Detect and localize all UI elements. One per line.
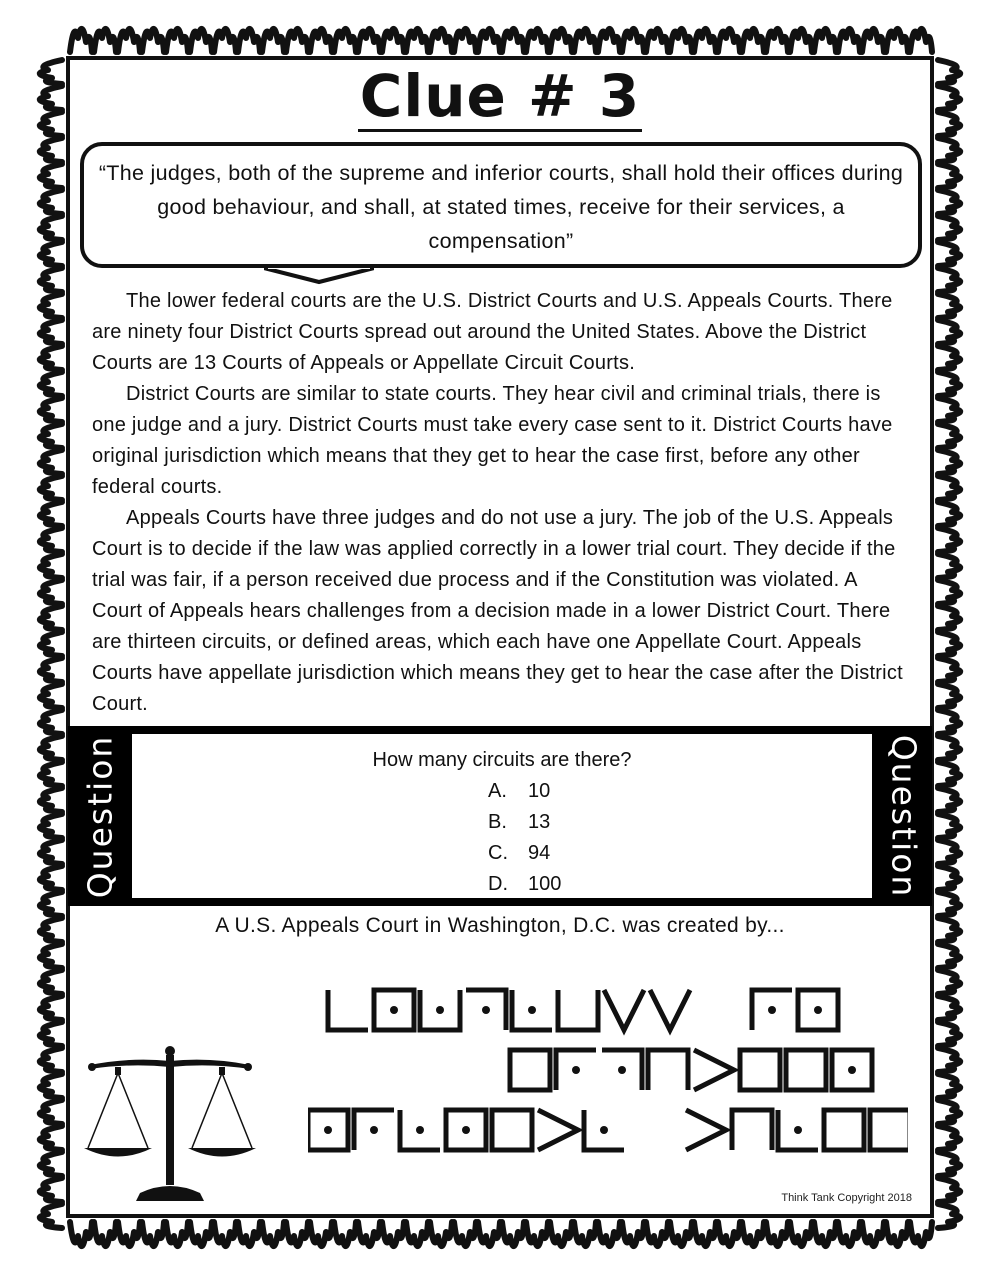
cipher-glyph (824, 1110, 864, 1150)
cipher-glyph-dot (768, 1006, 776, 1014)
cipher-glyph-dot (618, 1066, 626, 1074)
question-side-label-right: Question (884, 734, 924, 898)
speech-bubble-tail (264, 268, 374, 288)
cipher-glyph (604, 990, 644, 1030)
scales-of-justice-icon (80, 1043, 260, 1208)
clue-title-text: Clue # 3 (359, 62, 641, 130)
question-panel (68, 726, 932, 906)
cipher-glyph (870, 1110, 908, 1150)
page-title (68, 62, 932, 132)
copyright-notice: Think Tank Copyright 2018 (781, 1192, 912, 1204)
cipher-glyph-dot (848, 1066, 856, 1074)
body-paragraph-2: District Courts are similar to state courts. They hear civil and criminal trials, there is one judge and a jury. District Courts must take every case sent to it. District Courts have original jurisdiction which means that they get to hear the case first, before any other federal courts. (92, 383, 893, 498)
cipher-glyph-dot (436, 1006, 444, 1014)
quote-speech-bubble (80, 142, 922, 268)
question-text: How many circuits are there? (372, 749, 632, 771)
cipher-glyph (648, 1050, 688, 1090)
cipher-glyph-dot (482, 1006, 490, 1014)
cipher-glyph-dot (572, 1066, 580, 1074)
cipher-glyph (694, 1050, 734, 1090)
cipher-glyph-dot (390, 1006, 398, 1014)
cipher-glyph (558, 990, 598, 1030)
body-paragraph-1: The lower federal courts are the U.S. District Courts and U.S. Appeals Courts. There are ninety four District Courts spread out around the United States. Above the District Courts are 13 Courts of Appeals or Appellate Circuit Courts. (92, 290, 893, 374)
cipher-glyph-dot (462, 1126, 470, 1134)
cipher-glyph (538, 1110, 578, 1150)
answer-option-a[interactable]: A. 10 (488, 780, 551, 802)
clue-body-text (92, 286, 912, 720)
quote-text: “The judges, both of the supreme and inferior courts, shall hold their offices during good behaviour, and shall, at stated times, receive for their services, a compensation” (98, 161, 904, 253)
answer-option-c[interactable]: C. 94 (488, 842, 551, 864)
question-box (132, 734, 872, 898)
cipher-glyph (510, 1050, 550, 1090)
cipher-glyph (328, 990, 368, 1030)
clue-page (68, 58, 932, 1216)
cipher-prompt: A U.S. Appeals Court in Washington, D.C. was created by... (215, 914, 785, 937)
answer-options (488, 776, 688, 900)
question-side-label-left: Question (80, 734, 120, 898)
cipher-glyph (786, 1050, 826, 1090)
cipher-glyph (492, 1110, 532, 1150)
cipher-glyph (732, 1110, 772, 1150)
cipher-glyph-dot (814, 1006, 822, 1014)
cipher-glyph-dot (416, 1126, 424, 1134)
cipher-glyph (686, 1110, 726, 1150)
cipher-glyph-dot (370, 1126, 378, 1134)
answer-option-b[interactable]: B. 13 (488, 811, 551, 833)
answer-option-d[interactable]: D. 100 (488, 873, 562, 895)
cipher-glyph-dot (324, 1126, 332, 1134)
body-paragraph-3: Appeals Courts have three judges and do not use a jury. The job of the U.S. Appeals Court is to decide if the law was applied correctly in a lower trial court. They decide if the trial was fair, if a person received due process and if the Constitution was violated. A Court of Appeals hears challenges from a decision made in a lower District Court. There are thirteen circuits, or defined areas, which each have one Appellate Court. Appeals Courts have appellate jurisdiction which means they get to hear the case after the District Court. (92, 507, 903, 715)
pigpen-cipher-icon (308, 978, 908, 1168)
cipher-glyph (650, 990, 690, 1030)
cipher-glyph-dot (528, 1006, 536, 1014)
cipher-glyph (740, 1050, 780, 1090)
cipher-glyph-dot (600, 1126, 608, 1134)
cipher-glyph-dot (794, 1126, 802, 1134)
